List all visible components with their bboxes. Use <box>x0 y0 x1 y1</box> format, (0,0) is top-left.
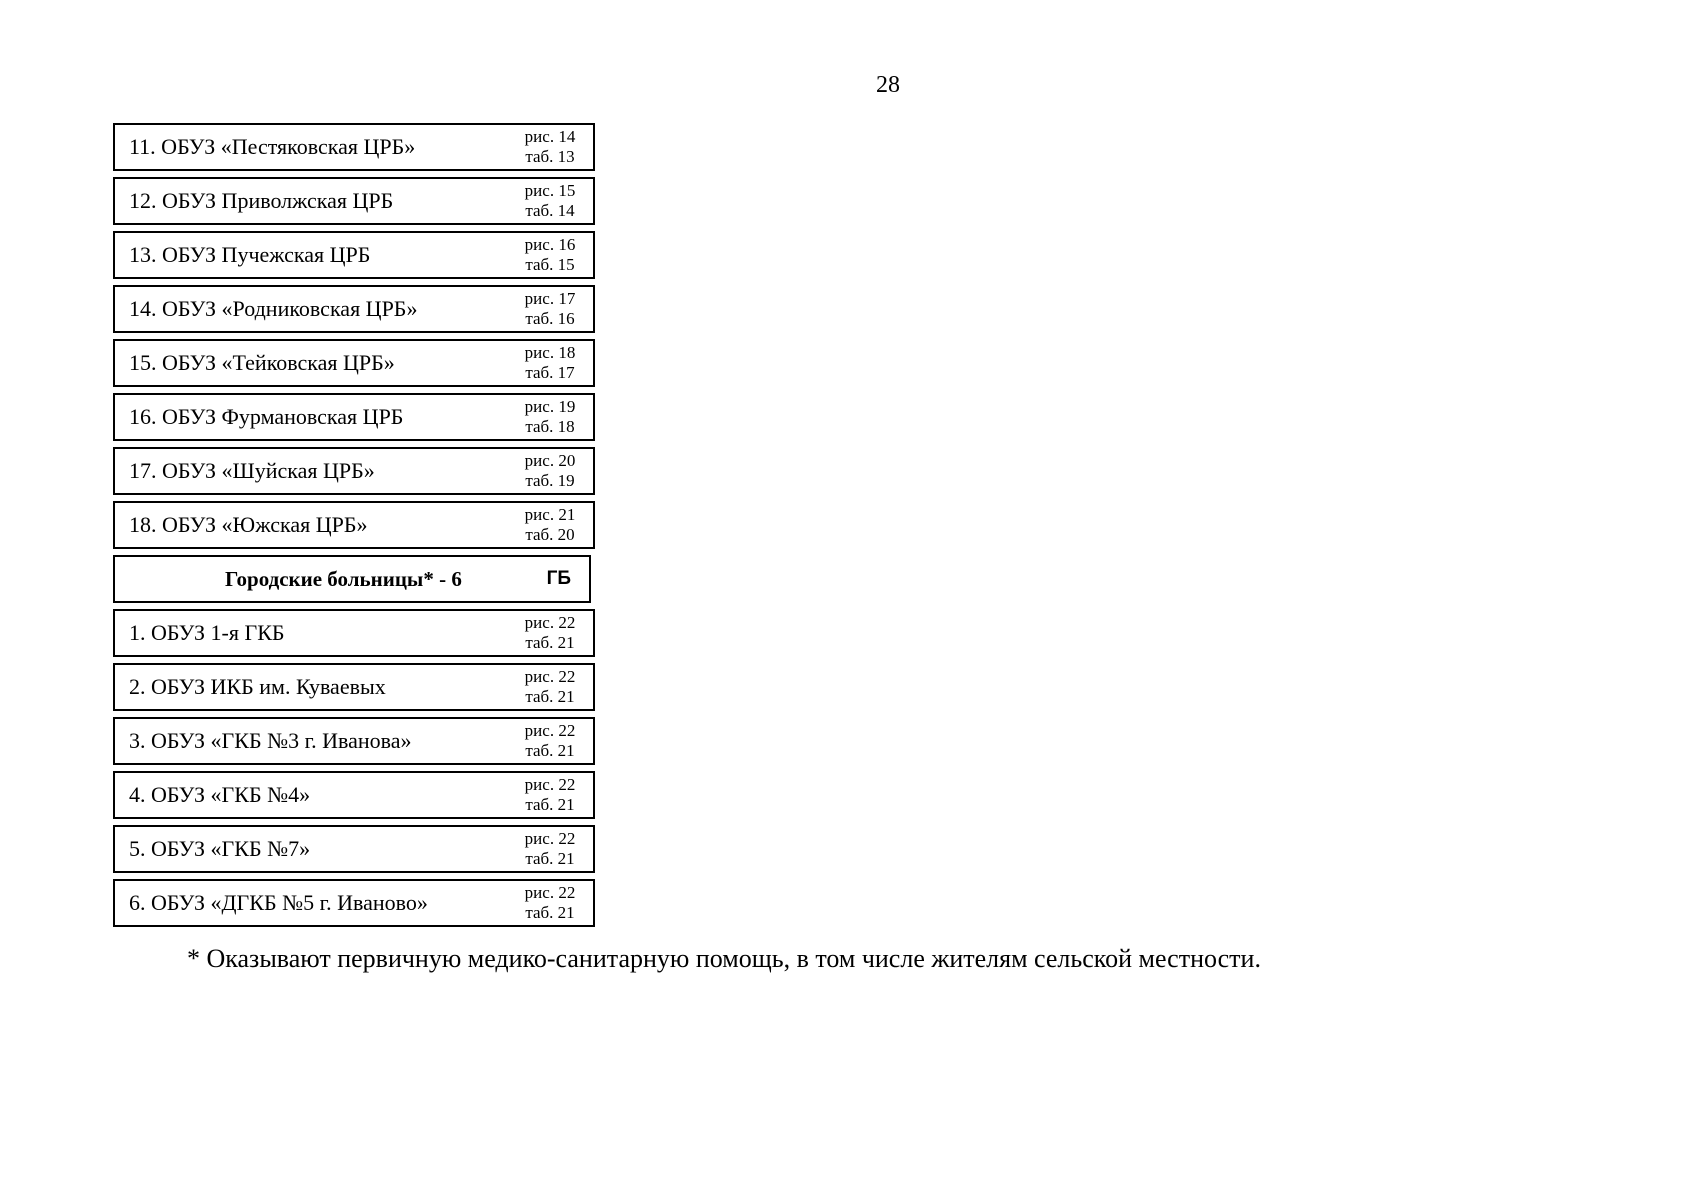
figure-ref: рис. 22 <box>524 667 576 686</box>
figure-ref: рис. 14 <box>524 127 576 146</box>
hospital-entry <box>113 447 595 495</box>
table-ref: таб. 18 <box>525 417 575 436</box>
entry-refs <box>519 721 581 761</box>
table-ref: таб. 19 <box>525 471 575 490</box>
figure-ref: рис. 21 <box>524 505 576 524</box>
entry-refs <box>519 883 581 923</box>
section-header-city-hospitals <box>113 555 591 603</box>
hospital-entry <box>113 393 595 441</box>
entry-refs <box>519 397 581 437</box>
figure-ref: рис. 15 <box>524 181 576 200</box>
figure-ref: рис. 22 <box>524 883 576 902</box>
entry-refs <box>519 343 581 383</box>
figure-ref: рис. 16 <box>524 235 576 254</box>
entry-refs <box>519 775 581 815</box>
entry-label: 17. ОБУЗ «Шуйская ЦРБ» <box>129 458 375 483</box>
hospital-entry <box>113 825 595 873</box>
entry-refs <box>519 451 581 491</box>
table-ref: таб. 21 <box>525 849 575 868</box>
hospital-list <box>113 123 595 933</box>
hospital-entry <box>113 123 595 171</box>
entry-refs <box>519 127 581 167</box>
hospital-entry <box>113 501 595 549</box>
hospital-entry <box>113 663 595 711</box>
table-ref: таб. 21 <box>525 795 575 814</box>
table-ref: таб. 20 <box>525 525 575 544</box>
entry-label: 15. ОБУЗ «Тейковская ЦРБ» <box>129 350 395 375</box>
entry-label: 3. ОБУЗ «ГКБ №3 г. Иванова» <box>129 728 412 753</box>
figure-ref: рис. 22 <box>524 775 576 794</box>
figure-ref: рис. 19 <box>524 397 576 416</box>
hospital-entry <box>113 609 595 657</box>
hospital-entry <box>113 177 595 225</box>
section-code: ГБ <box>546 568 571 589</box>
section-title: Городские больницы* - 6 <box>225 567 462 591</box>
hospital-entry <box>113 879 595 927</box>
table-ref: таб. 13 <box>525 147 575 166</box>
table-ref: таб. 21 <box>525 903 575 922</box>
entry-refs <box>519 667 581 707</box>
figure-ref: рис. 22 <box>524 721 576 740</box>
table-ref: таб. 21 <box>525 633 575 652</box>
hospital-entry <box>113 285 595 333</box>
hospital-entry <box>113 717 595 765</box>
table-ref: таб. 21 <box>525 687 575 706</box>
entry-label: 18. ОБУЗ «Южская ЦРБ» <box>129 512 368 537</box>
figure-ref: рис. 22 <box>524 829 576 848</box>
figure-ref: рис. 22 <box>524 613 576 632</box>
table-ref: таб. 21 <box>525 741 575 760</box>
entry-label: 5. ОБУЗ «ГКБ №7» <box>129 836 311 861</box>
table-ref: таб. 16 <box>525 309 575 328</box>
table-ref: таб. 14 <box>525 201 575 220</box>
figure-ref: рис. 20 <box>524 451 576 470</box>
table-ref: таб. 17 <box>525 363 575 382</box>
entry-refs <box>519 181 581 221</box>
table-ref: таб. 15 <box>525 255 575 274</box>
entry-refs <box>519 289 581 329</box>
entry-label: 1. ОБУЗ 1-я ГКБ <box>129 620 285 645</box>
entry-label: 11. ОБУЗ «Пестяковская ЦРБ» <box>129 134 416 159</box>
page-number: 28 <box>876 72 900 98</box>
entry-label: 12. ОБУЗ Приволжская ЦРБ <box>129 188 394 213</box>
figure-ref: рис. 18 <box>524 343 576 362</box>
entry-label: 6. ОБУЗ «ДГКБ №5 г. Иваново» <box>129 890 428 915</box>
entry-label: 16. ОБУЗ Фурмановская ЦРБ <box>129 404 404 429</box>
entry-refs <box>519 613 581 653</box>
entry-label: 2. ОБУЗ ИКБ им. Куваевых <box>129 674 386 699</box>
entry-refs <box>519 505 581 545</box>
entry-refs <box>519 235 581 275</box>
entry-label: 13. ОБУЗ Пучежская ЦРБ <box>129 242 371 267</box>
entry-label: 14. ОБУЗ «Родниковская ЦРБ» <box>129 296 418 321</box>
footnote: * Оказывают первичную медико-санитарную помощь, в том числе жителям сельской местности. <box>187 944 1261 973</box>
hospital-entry <box>113 339 595 387</box>
figure-ref: рис. 17 <box>524 289 576 308</box>
entry-label: 4. ОБУЗ «ГКБ №4» <box>129 782 311 807</box>
entry-refs <box>519 829 581 869</box>
hospital-entry <box>113 231 595 279</box>
hospital-entry <box>113 771 595 819</box>
